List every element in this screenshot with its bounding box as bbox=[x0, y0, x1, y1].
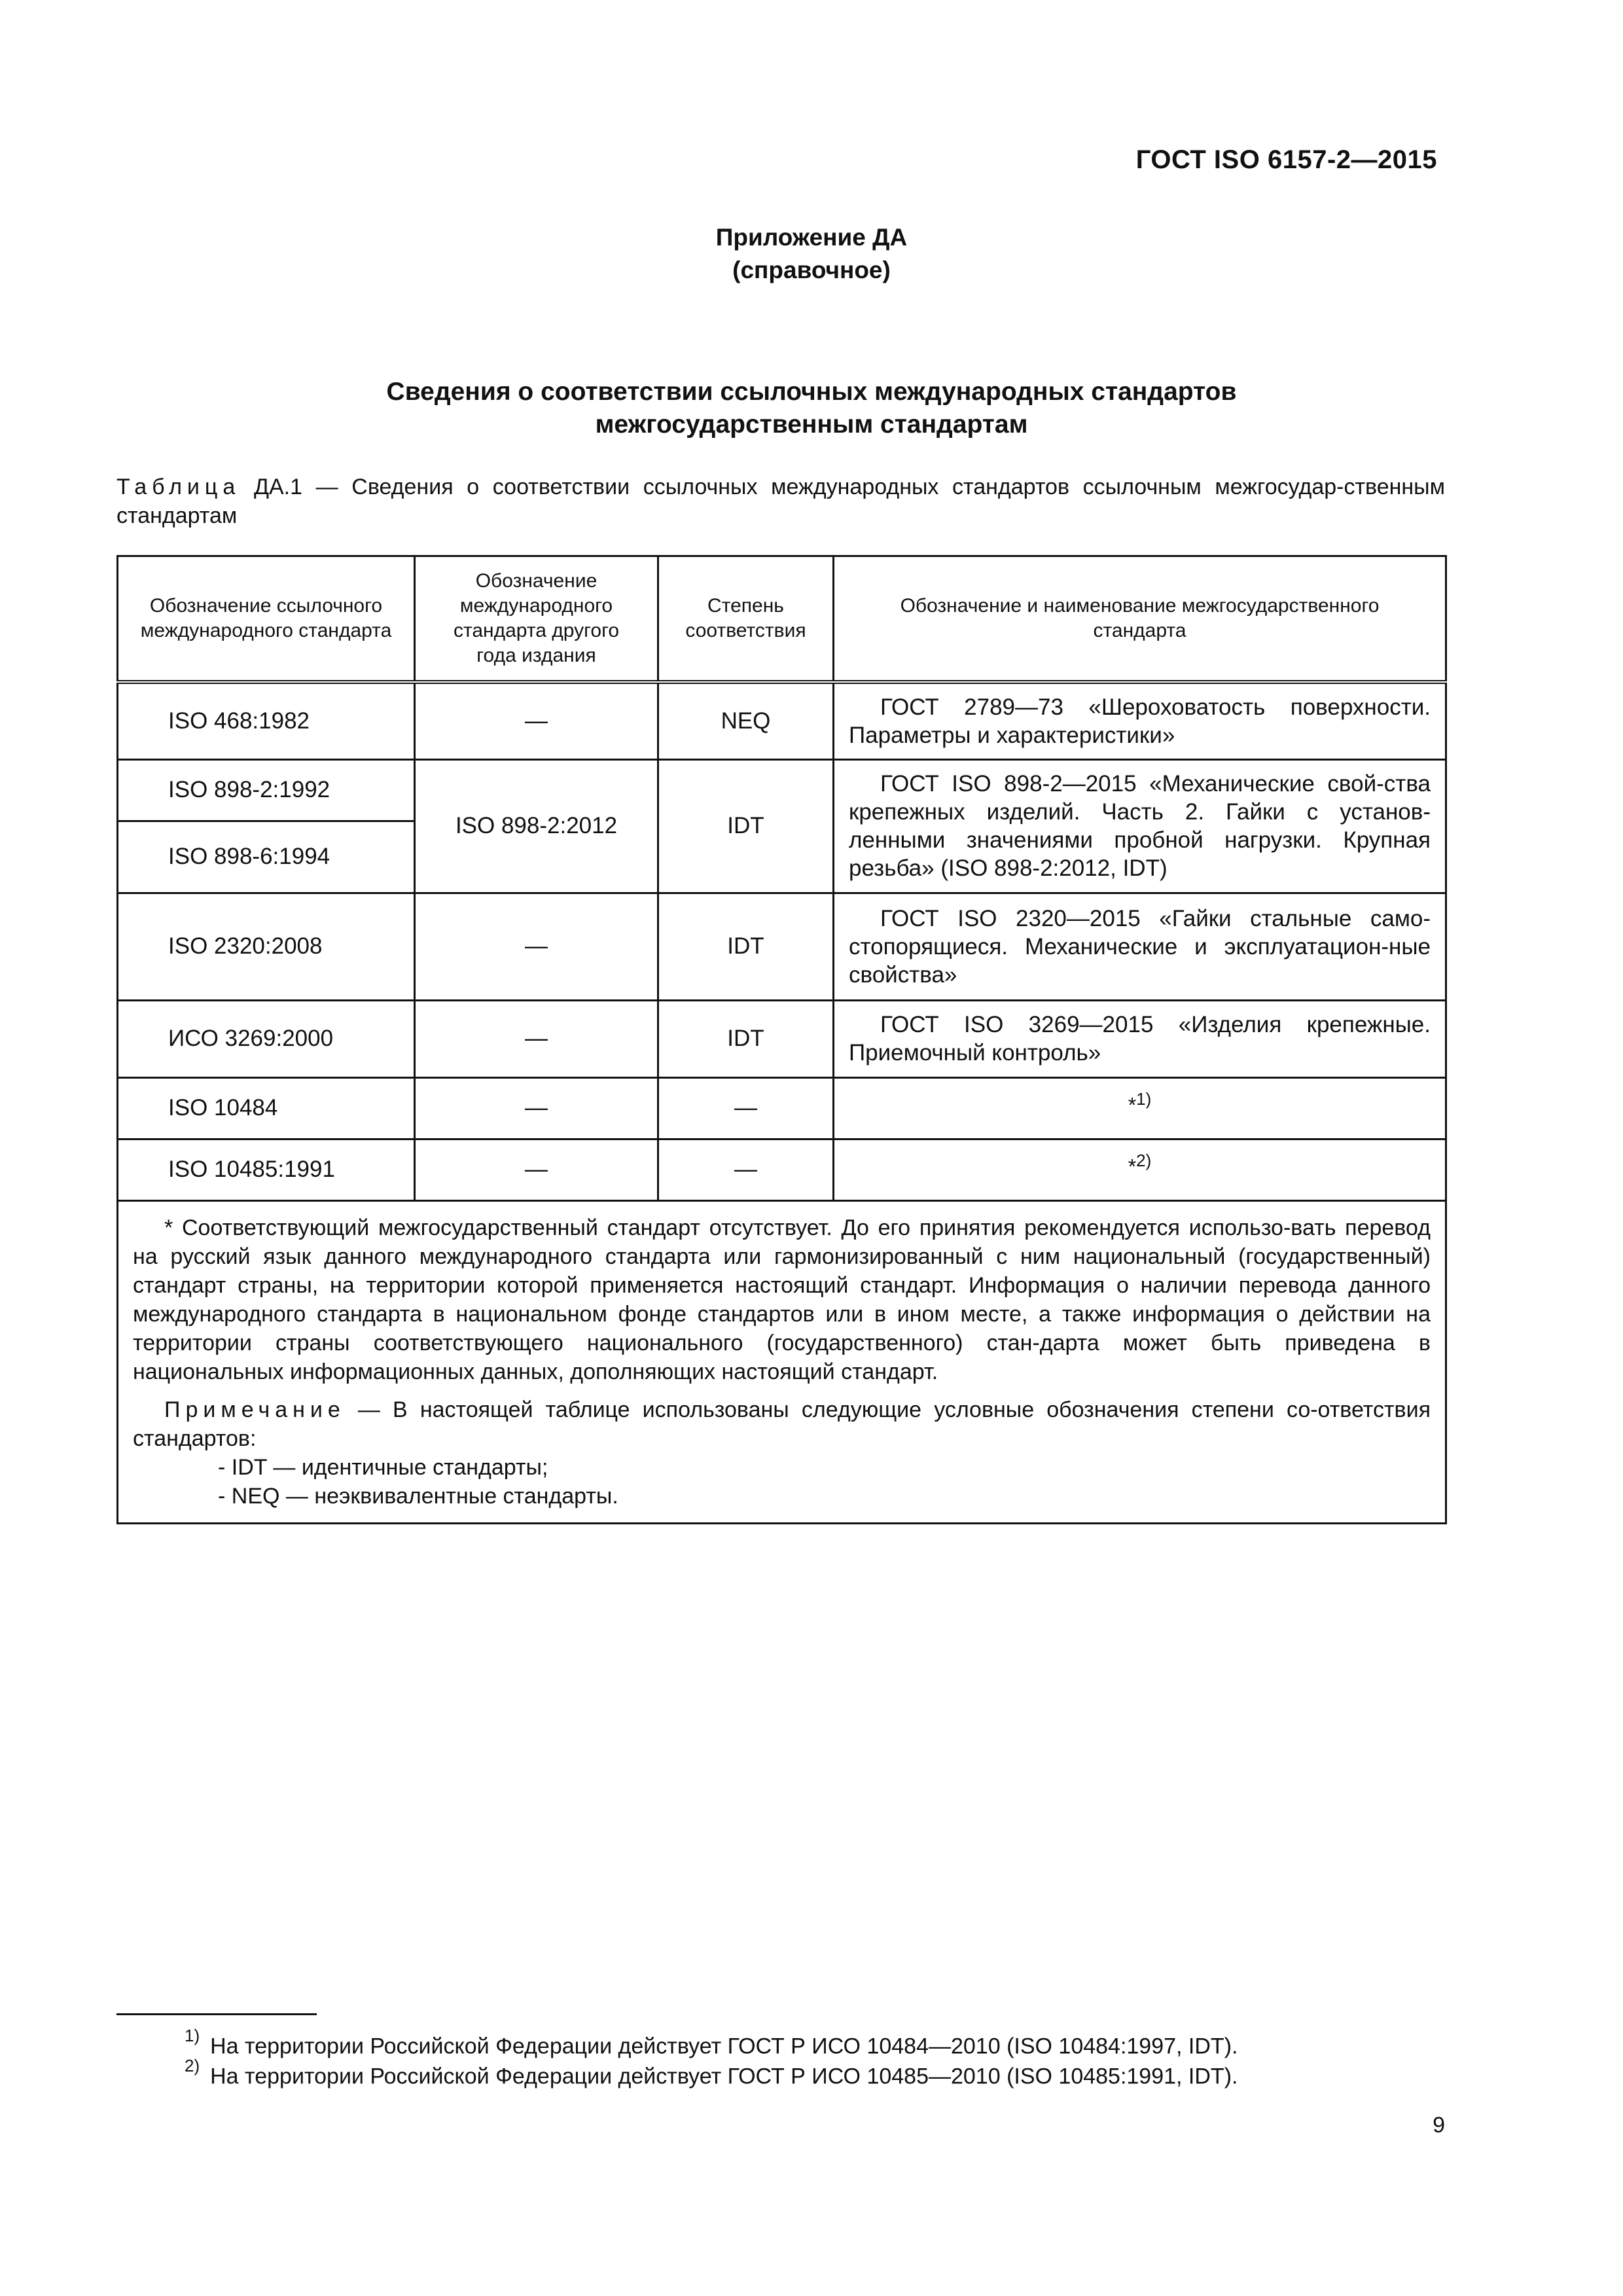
table-caption-label: Таблица bbox=[116, 475, 241, 499]
note-text: — В настоящей таблице использованы следующие условные обозначения степени со-ответствия стандартов: bbox=[133, 1397, 1431, 1451]
reference-code: ISO 468:1982 bbox=[118, 682, 415, 759]
table-caption-text: ДА.1 — Сведения о соответствии ссылочных международных стандартов ссылочным межгосудар-ственным стандартам bbox=[116, 475, 1445, 528]
degree: — bbox=[658, 1139, 834, 1200]
other-edition: — bbox=[415, 682, 658, 759]
interstate-standard-absent bbox=[834, 1077, 1446, 1139]
header-interstate-standard: Обозначение и наименование межгосударственного стандарта bbox=[834, 556, 1446, 683]
document-code: ГОСТ ISO 6157-2—2015 bbox=[1135, 145, 1437, 174]
page-number: 9 bbox=[1433, 2113, 1445, 2138]
table-row bbox=[118, 1077, 1446, 1139]
reference-code: ISO 10485:1991 bbox=[118, 1139, 415, 1200]
interstate-standard: ГОСТ 2789—73 «Шероховатость поверхности. Параметры и характеристики» bbox=[834, 682, 1446, 759]
other-edition: — bbox=[415, 1000, 658, 1077]
section-heading-line1: Сведения о соответствии ссылочных международных стандартов bbox=[386, 378, 1237, 406]
interstate-standard: ГОСТ ISO 2320—2015 «Гайки стальные само-стопорящиеся. Механические и эксплуатацион-ные свойства» bbox=[834, 893, 1446, 1000]
table-note bbox=[133, 1395, 1431, 1453]
header-reference-standard: Обозначение ссылочного международного стандарта bbox=[118, 556, 415, 683]
star-mark: * bbox=[1128, 1155, 1137, 1179]
table-row bbox=[118, 759, 1446, 821]
star-mark: * bbox=[1128, 1093, 1137, 1117]
other-edition: — bbox=[415, 893, 658, 1000]
annex-subtitle: (справочное) bbox=[732, 257, 891, 283]
annex-title: Приложение ДА bbox=[715, 224, 908, 251]
table-footnote-row bbox=[118, 1200, 1446, 1523]
footnote-text: На территории Российской Федерации действует ГОСТ Р ИСО 10485—2010 (ISO 10485:1991, IDT). bbox=[210, 2064, 1238, 2089]
interstate-standard: ГОСТ ISO 898-2—2015 «Механические свой-ства крепежных изделий. Часть 2. Гайки с установ-ленными значениями пробной нагрузки. Крупная резьба» (ISO 898-2:2012, IDT) bbox=[834, 759, 1446, 893]
degree: IDT bbox=[658, 893, 834, 1000]
other-edition: — bbox=[415, 1077, 658, 1139]
header-other-edition: Обозначение международного стандарта другого года издания bbox=[415, 556, 658, 683]
footnote-ref: 2) bbox=[1136, 1150, 1152, 1170]
reference-code: ИСО 3269:2000 bbox=[118, 1000, 415, 1077]
note-label: Примечание bbox=[164, 1397, 346, 1422]
footnote-mark: 1) bbox=[185, 2026, 200, 2045]
table-row bbox=[118, 1139, 1446, 1200]
reference-code: ISO 898-2:1992 bbox=[118, 759, 415, 821]
footnote-separator bbox=[116, 2013, 317, 2015]
section-heading-line2: межгосударственным стандартам bbox=[595, 410, 1028, 439]
table-caption bbox=[116, 473, 1445, 530]
footnote-ref: 1) bbox=[1136, 1088, 1152, 1109]
footnote-mark: 2) bbox=[185, 2056, 200, 2075]
degree: IDT bbox=[658, 1000, 834, 1077]
other-edition: — bbox=[415, 1139, 658, 1200]
other-edition: ISO 898-2:2012 bbox=[415, 759, 658, 893]
header-degree: Степень соответствия bbox=[658, 556, 834, 683]
footnote-text: На территории Российской Федерации действует ГОСТ Р ИСО 10484—2010 (ISO 10484:1997, IDT). bbox=[210, 2034, 1238, 2059]
table-row bbox=[118, 1000, 1446, 1077]
reference-code: ISO 2320:2008 bbox=[118, 893, 415, 1000]
table-row bbox=[118, 893, 1446, 1000]
correspondence-table bbox=[116, 555, 1447, 1524]
note-item: - NEQ — неэквивалентные стандарты. bbox=[218, 1483, 618, 1509]
star-footnote: * Соответствующий межгосударственный стандарт отсутствует. До его принятия рекомендуется использо-вать перевод на русский язык данного международного стандарта или гармонизированный с ним национальный (государственный) стандарт страны, на территории которой применяется настоящий стандарт. Информация о наличии перевода данного международного стандарта в национальном фонде стандартов или в ином месте, а также информация о действии на территории страны соответствующего национального (государственного) стан-дарта может быть приведена в национальных информационных данных, дополняющих настоящий стандарт. bbox=[133, 1215, 1431, 1384]
note-item: - IDT — идентичные стандарты; bbox=[218, 1454, 548, 1480]
table-header-row bbox=[118, 556, 1446, 683]
table-row bbox=[118, 682, 1446, 759]
reference-code: ISO 10484 bbox=[118, 1077, 415, 1139]
interstate-standard-absent bbox=[834, 1139, 1446, 1200]
interstate-standard: ГОСТ ISO 3269—2015 «Изделия крепежные. Приемочный контроль» bbox=[834, 1000, 1446, 1077]
degree: IDT bbox=[658, 759, 834, 893]
page-footnote bbox=[185, 2055, 1238, 2090]
table-notes bbox=[118, 1200, 1446, 1523]
degree: NEQ bbox=[658, 682, 834, 759]
degree: — bbox=[658, 1077, 834, 1139]
reference-code: ISO 898-6:1994 bbox=[118, 821, 415, 893]
